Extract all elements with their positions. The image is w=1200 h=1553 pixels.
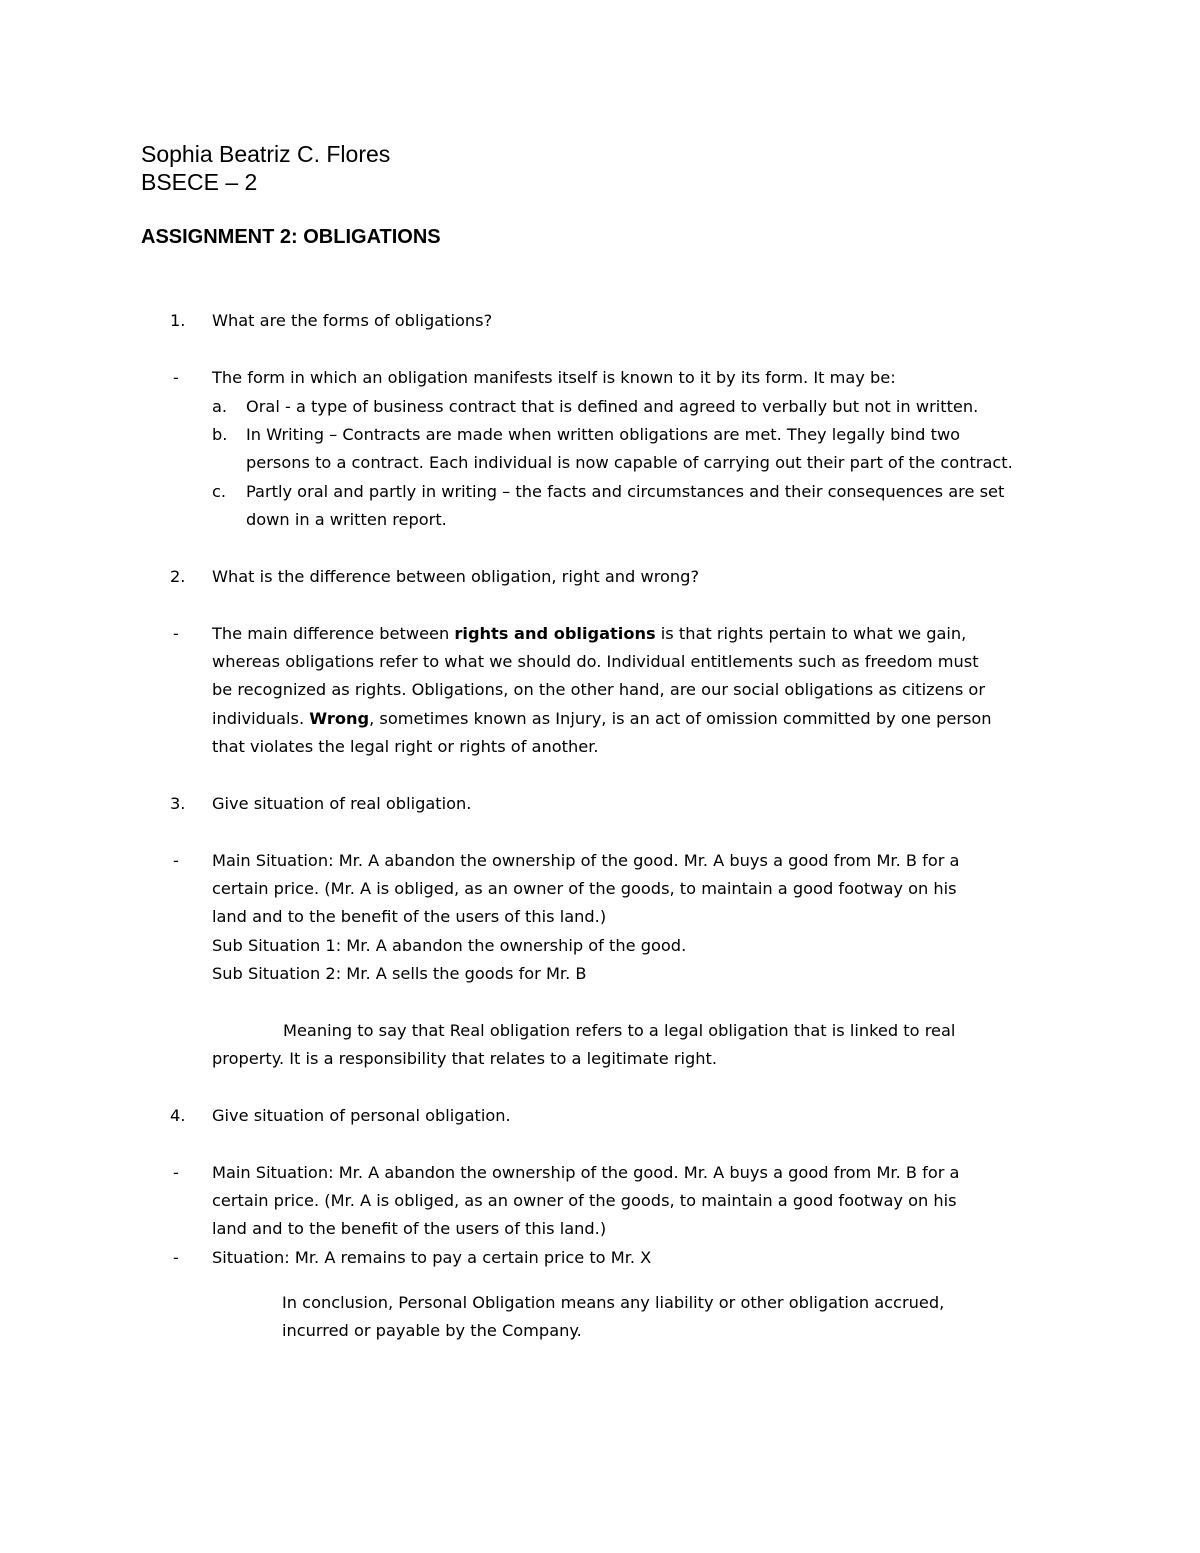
q4-question: Give situation of personal obligation. [212, 1106, 511, 1125]
q3-dash: - [173, 851, 179, 870]
q2-line4-post: , sometimes known as Injury, is an act of omission committed by one person [369, 709, 992, 728]
document-header [141, 140, 441, 249]
q1-c-line1: Partly oral and partly in writing – the facts and circumstances and their consequences are set [246, 482, 1005, 501]
q3-line2: certain price. (Mr. A is obliged, as an owner of the goods, to maintain a good footway on his [212, 879, 957, 898]
q4-line2: certain price. (Mr. A is obliged, as an owner of the goods, to maintain a good footway on his [212, 1191, 957, 1210]
q3-line4: Sub Situation 1: Mr. A abandon the ownership of the good. [212, 936, 687, 955]
student-name: Sophia Beatriz C. Flores [141, 141, 391, 167]
q3-line5: Sub Situation 2: Mr. A sells the goods for Mr. B [212, 964, 587, 983]
q4-dash-2: - [173, 1248, 179, 1267]
q2-line1 [212, 623, 966, 645]
q1-b-letter: b. [212, 425, 228, 444]
q2-line2: whereas obligations refer to what we should do. Individual entitlements such as freedom must [212, 652, 979, 671]
q3-meaning-line1: Meaning to say that Real obligation refers to a legal obligation that is linked to real [283, 1021, 956, 1040]
q2-line3: be recognized as rights. Obligations, on the other hand, are our social obligations as citizens or [212, 680, 985, 699]
q1-a-letter: a. [212, 397, 228, 416]
q1-b-line1: In Writing – Contracts are made when written obligations are met. They legally bind two [246, 425, 961, 444]
q2-line1-bold: rights and obligations [454, 624, 656, 643]
q2-line1-pre: The main difference between [212, 624, 455, 643]
q3-question: Give situation of real obligation. [212, 794, 472, 813]
q4-conclusion-line2: incurred or payable by the Company. [282, 1321, 582, 1340]
q2-line5: that violates the legal right or rights of another. [212, 737, 599, 756]
q1-c-line2: down in a written report. [246, 510, 447, 529]
q3-line1: Main Situation: Mr. A abandon the ownership of the good. Mr. A buys a good from Mr. B for a [212, 851, 960, 870]
q4-conclusion-line1: In conclusion, Personal Obligation means any liability or other obligation accrued, [282, 1293, 945, 1312]
q2-number: 2. [170, 567, 186, 586]
q2-line4 [212, 708, 992, 730]
q1-b-line2: persons to a contract. Each individual is now capable of carrying out their part of the contract. [246, 453, 1013, 472]
q3-meaning-line2: property. It is a responsibility that relates to a legitimate right. [212, 1049, 718, 1068]
q1-c-letter: c. [212, 482, 227, 501]
q3-line3: land and to the benefit of the users of this land.) [212, 907, 607, 926]
q2-dash: - [173, 624, 179, 643]
q1-dash: - [173, 368, 179, 387]
q2-line4-bold: Wrong [309, 709, 370, 728]
q2-question: What is the difference between obligation, right and wrong? [212, 567, 700, 586]
q4-dash-1: - [173, 1163, 179, 1182]
q4-number: 4. [170, 1106, 186, 1125]
q1-question: What are the forms of obligations? [212, 311, 493, 330]
q2-line1-post: is that rights pertain to what we gain, [655, 624, 967, 643]
q1-intro: The form in which an obligation manifests itself is known to it by its form. It may be: [212, 368, 896, 387]
student-course: BSECE – 2 [141, 169, 258, 195]
q2-line4-pre: individuals. [212, 709, 310, 728]
assignment-title: ASSIGNMENT 2: OBLIGATIONS [141, 226, 441, 248]
q4-line3: land and to the benefit of the users of this land.) [212, 1219, 607, 1238]
q1-number: 1. [170, 311, 186, 330]
q3-number: 3. [170, 794, 186, 813]
q1-a-text: Oral - a type of business contract that is defined and agreed to verbally but not in written. [246, 397, 979, 416]
q4-line1: Main Situation: Mr. A abandon the ownership of the good. Mr. A buys a good from Mr. B for a [212, 1163, 960, 1182]
q4-line4: Situation: Mr. A remains to pay a certain price to Mr. X [212, 1248, 652, 1267]
